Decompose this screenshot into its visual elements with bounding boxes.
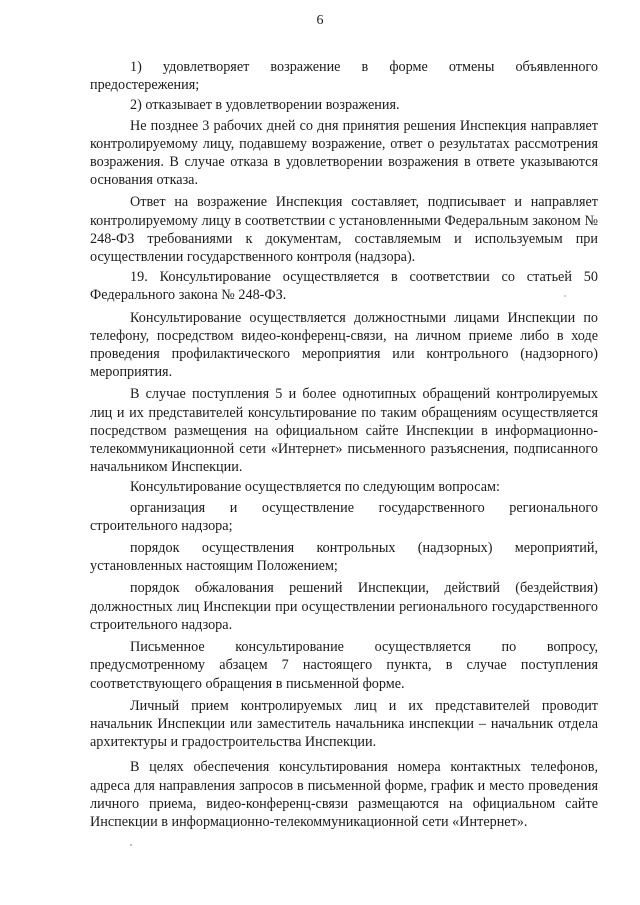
paragraph-item-19: 19. Консультирование осуществляется в соответствии со статьей 50 Федерального закона № 248-ФЗ. <box>90 269 598 304</box>
list-item-procedure: порядок осуществления контрольных (надзорных) мероприятий, установленных настоящим Положением; <box>90 540 598 575</box>
paragraph-consulting-topics: Консультирование осуществляется по следующим вопросам: <box>130 479 500 496</box>
paragraph-response-format: Ответ на возражение Инспекция составляет, подписывает и направляет контролируемому лицу в соответствии с установленными Федеральным законом № 248-ФЗ требованиями к документам, составляемым и используемым при осуществлении государственного контроля (надзора). <box>90 194 598 266</box>
page-number: 6 <box>316 13 324 28</box>
list-item-organization: организация и осуществление государственного регионального строительного надзора; <box>90 499 598 534</box>
paragraph-decision-2: 2) отказывает в удовлетворении возражения. <box>130 97 400 114</box>
paragraph-response-deadline: Не позднее 3 рабочих дней со дня принятия решения Инспекция направляет контролируемому лицу, подавшему возражение, ответ о результатах рассмотрения возражения. В случае отказа в удовлетворении возражения в ответе указываются основания отказа. <box>90 117 598 189</box>
scan-speck <box>130 844 132 846</box>
paragraph-decision-1: 1) удовлетворяет возражение в форме отмены объявленного предостережения; <box>90 59 598 94</box>
document-body <box>90 58 598 833</box>
scan-speck <box>564 295 566 297</box>
paragraph-consulting-officials: Консультирование осуществляется должностными лицами Инспекции по телефону, посредством видео-конференц-связи, на личном приеме либо в ходе проведения профилактического мероприятия или контрольного (надзорного) мероприятия. <box>90 309 598 381</box>
paragraph-contact-info: В целях обеспечения консультирования номера контактных телефонов, адреса для направления запросов в письменной форме, график и место проведения личного приема, видео-конференц-связи размещаются на официальном сайте Инспекции в информационно-телекоммуникационной сети «Интернет». <box>90 759 598 830</box>
paragraph-similar-requests: В случае поступления 5 и более однотипных обращений контролируемых лиц и их представителей консультирование по таким обращениям осуществляется посредством размещения на официальном сайте Инспекции в информационно-телекоммуникационной сети «Интернет» письменного разъяснения, подписанного начальником Инспекции. <box>90 386 598 476</box>
paragraph-personal-reception: Личный прием контролируемых лиц и их представителей проводит начальник Инспекции или заместитель начальника инспекции – начальник отдела архитектуры и градостроительства Инспекции. <box>90 697 598 751</box>
paragraph-written-consulting: Письменное консультирование осуществляется по вопросу, предусмотренному абзацем 7 настоящего пункта, в случае поступления соответствующего обращения в письменной форме. <box>90 639 598 692</box>
list-item-appeal: порядок обжалования решений Инспекции, действий (бездействия) должностных лиц Инспекции при осуществлении регионального государственного строительного надзора. <box>90 580 598 633</box>
